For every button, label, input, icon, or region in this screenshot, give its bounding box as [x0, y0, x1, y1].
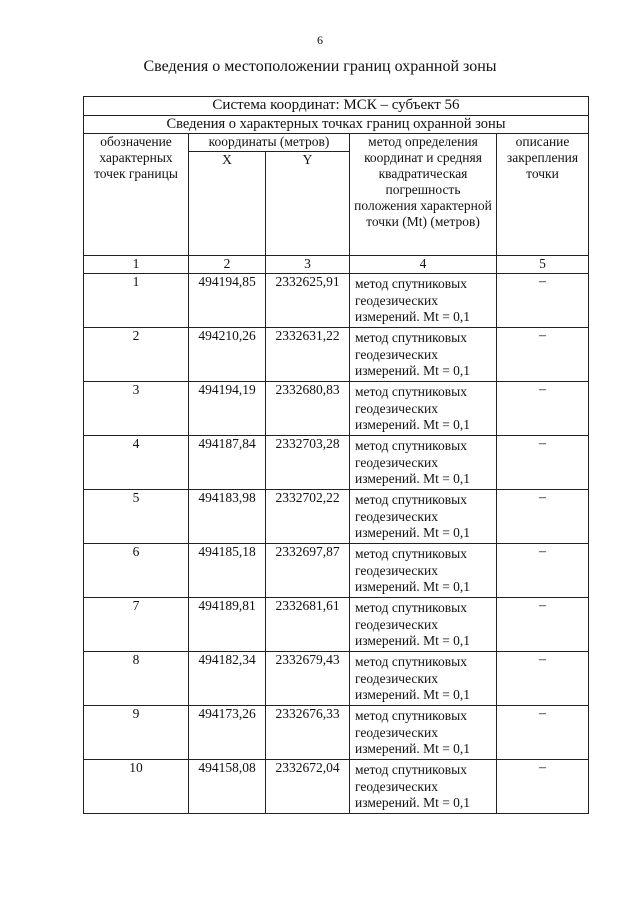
- col-number: 5: [497, 256, 589, 274]
- table-row: [84, 436, 589, 490]
- method-cell: метод спутниковых геодезических измерений. Mt = 0,1: [350, 436, 497, 490]
- method-cell: метод спутниковых геодезических измерений. Mt = 0,1: [350, 652, 497, 706]
- point-cell: 4: [84, 436, 189, 490]
- column-number-row: [84, 256, 589, 274]
- fixing-cell: –: [497, 760, 589, 814]
- page-number: 6: [317, 33, 323, 47]
- method-cell: метод спутниковых геодезических измерений. Mt = 0,1: [350, 328, 497, 382]
- fixing-cell: –: [497, 544, 589, 598]
- y-coordinate-cell: 2332680,83: [266, 382, 350, 436]
- column-header-row: [84, 134, 589, 152]
- y-coordinate-cell: 2332703,28: [266, 436, 350, 490]
- x-coordinate-cell: 494187,84: [189, 436, 266, 490]
- fixing-cell: –: [497, 598, 589, 652]
- col-header-coordinates: координаты (метров): [189, 134, 350, 152]
- y-coordinate-cell: 2332679,43: [266, 652, 350, 706]
- col-header-method: метод определения координат и средняя квадратическая погрешность положения характерной точки (Mt) (метров): [350, 134, 497, 256]
- x-coordinate-cell: 494194,85: [189, 274, 266, 328]
- col-number: 1: [84, 256, 189, 274]
- point-cell: 7: [84, 598, 189, 652]
- point-cell: 8: [84, 652, 189, 706]
- coordinate-system-header: Система координат: МСК – субъект 56: [84, 97, 589, 116]
- table-row: [84, 382, 589, 436]
- y-coordinate-cell: 2332625,91: [266, 274, 350, 328]
- col-header-fixing: описание закрепления точки: [497, 134, 589, 256]
- table-row: [84, 652, 589, 706]
- point-cell: 6: [84, 544, 189, 598]
- table-row: [84, 598, 589, 652]
- table-row: [84, 760, 589, 814]
- y-coordinate-cell: 2332697,87: [266, 544, 350, 598]
- table-row: [84, 328, 589, 382]
- point-cell: 10: [84, 760, 189, 814]
- fixing-cell: –: [497, 436, 589, 490]
- x-coordinate-cell: 494158,08: [189, 760, 266, 814]
- point-cell: 1: [84, 274, 189, 328]
- boundary-points-table: [83, 96, 589, 814]
- method-cell: метод спутниковых геодезических измерений. Mt = 0,1: [350, 598, 497, 652]
- points-info-row: [84, 116, 589, 134]
- document-title: Сведения о местоположении границ охранной зоны: [143, 58, 497, 75]
- fixing-cell: –: [497, 652, 589, 706]
- y-coordinate-cell: 2332702,22: [266, 490, 350, 544]
- method-cell: метод спутниковых геодезических измерений. Mt = 0,1: [350, 544, 497, 598]
- y-coordinate-cell: 2332672,04: [266, 760, 350, 814]
- x-coordinate-cell: 494182,34: [189, 652, 266, 706]
- y-coordinate-cell: 2332681,61: [266, 598, 350, 652]
- table-row: [84, 274, 589, 328]
- point-cell: 5: [84, 490, 189, 544]
- x-coordinate-cell: 494173,26: [189, 706, 266, 760]
- method-cell: метод спутниковых геодезических измерений. Mt = 0,1: [350, 382, 497, 436]
- point-cell: 9: [84, 706, 189, 760]
- method-cell: метод спутниковых геодезических измерений. Mt = 0,1: [350, 274, 497, 328]
- fixing-cell: –: [497, 328, 589, 382]
- points-info-header: Сведения о характерных точках границ охранной зоны: [84, 116, 589, 134]
- method-cell: метод спутниковых геодезических измерений. Mt = 0,1: [350, 706, 497, 760]
- x-coordinate-cell: 494210,26: [189, 328, 266, 382]
- fixing-cell: –: [497, 382, 589, 436]
- col-number: 4: [350, 256, 497, 274]
- method-cell: метод спутниковых геодезических измерений. Mt = 0,1: [350, 490, 497, 544]
- x-coordinate-cell: 494183,98: [189, 490, 266, 544]
- table-row: [84, 544, 589, 598]
- fixing-cell: –: [497, 490, 589, 544]
- method-cell: метод спутниковых геодезических измерений. Mt = 0,1: [350, 760, 497, 814]
- col-header-designation: обозначение характерных точек границы: [84, 134, 189, 256]
- fixing-cell: –: [497, 274, 589, 328]
- table-row: [84, 490, 589, 544]
- y-coordinate-cell: 2332676,33: [266, 706, 350, 760]
- col-number: 3: [266, 256, 350, 274]
- x-coordinate-cell: 494189,81: [189, 598, 266, 652]
- coordinate-system-row: [84, 97, 589, 116]
- fixing-cell: –: [497, 706, 589, 760]
- point-cell: 2: [84, 328, 189, 382]
- x-coordinate-cell: 494185,18: [189, 544, 266, 598]
- table-row: [84, 706, 589, 760]
- y-coordinate-cell: 2332631,22: [266, 328, 350, 382]
- x-coordinate-cell: 494194,19: [189, 382, 266, 436]
- col-number: 2: [189, 256, 266, 274]
- point-cell: 3: [84, 382, 189, 436]
- col-header-x: X: [189, 152, 266, 256]
- col-header-y: Y: [266, 152, 350, 256]
